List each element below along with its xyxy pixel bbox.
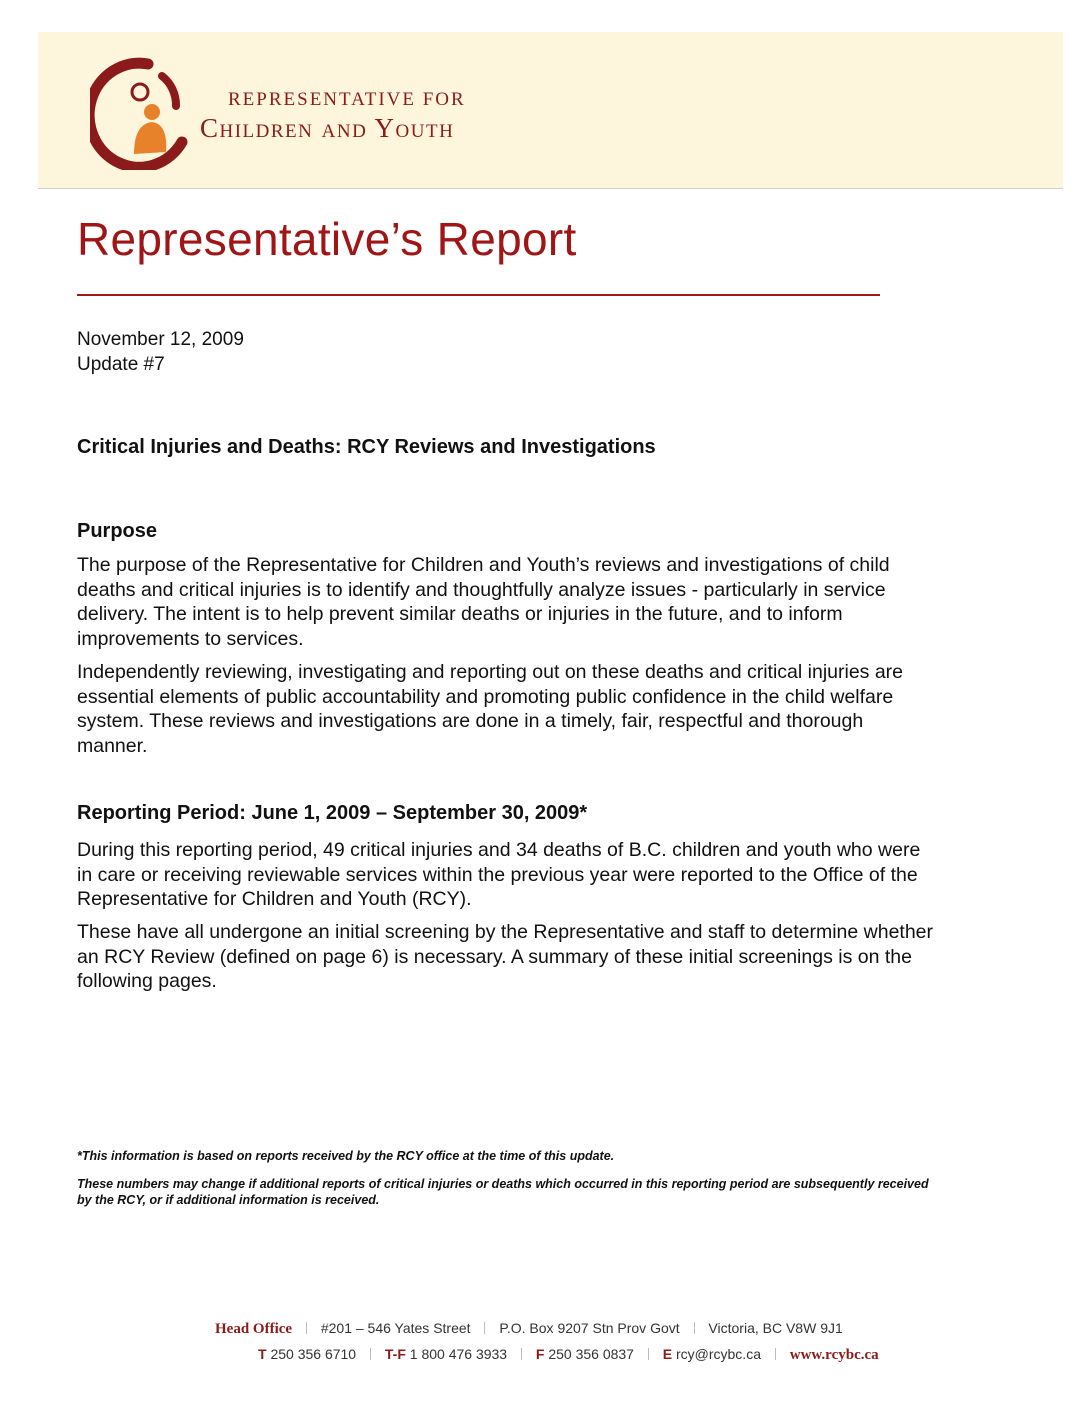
email-address[interactable]: rcy@rcybc.ca	[675, 1346, 761, 1362]
footer-separator	[648, 1348, 649, 1360]
org-name-line2: Children and Youth	[200, 113, 455, 143]
organization-name	[200, 88, 466, 144]
toll-free-label: T-F	[384, 1346, 406, 1362]
report-meta	[77, 327, 244, 377]
footnote-1: *This information is based on reports received by the RCY office at the time of this update.	[77, 1149, 615, 1163]
footer-separator	[484, 1322, 485, 1334]
reporting-period-paragraph-1: During this reporting period, 49 critical injuries and 34 deaths of B.C. children and youth who were in care or receiving reviewable services within the previous year were reported to the Office of the Representative for Children and Youth (RCY).	[77, 839, 921, 910]
title-divider	[77, 294, 880, 296]
purpose-heading: Purpose	[77, 520, 158, 542]
footer-separator	[694, 1322, 695, 1334]
rcy-logo-icon	[90, 54, 190, 170]
email-label: E	[662, 1346, 673, 1362]
footer-po-box: P.O. Box 9207 Stn Prov Govt	[499, 1320, 680, 1336]
fax-label: F	[535, 1346, 545, 1362]
fax-number: 250 356 0837	[548, 1346, 634, 1362]
purpose-paragraph-2: Independently reviewing, investigating and reporting out on these deaths and critical injuries are essential elements of public accountability and promoting public confidence in the child welfare system. These reviews and investigations are done in a timely, fair, respectful and thorough manner.	[77, 661, 904, 757]
footer-separator	[370, 1348, 371, 1360]
toll-free-number: 1 800 476 3933	[409, 1346, 508, 1362]
head-office-label: Head Office	[215, 1321, 293, 1337]
footnote-2: These numbers may change if additional reports of critical injuries or deaths which occurred in this reporting period are subsequently received by the RCY, or if additional information is received.	[77, 1177, 929, 1207]
report-title: Representative’s Report	[77, 213, 577, 265]
purpose-paragraph-1: The purpose of the Representative for Children and Youth’s reviews and investigations of child deaths and critical injuries is to identify and thoughtfully analyze issues - particularly in service delivery. The intent is to help prevent similar deaths or injuries in the future, and to inform improvements to services.	[77, 554, 890, 650]
footer-city: Victoria, BC V8W 9J1	[708, 1320, 843, 1336]
letterhead-band	[38, 32, 1063, 189]
footer-separator	[306, 1322, 307, 1334]
telephone-number: 250 356 6710	[270, 1346, 357, 1362]
footer-street-address: #201 – 546 Yates Street	[320, 1320, 471, 1336]
report-update-number: Update #7	[77, 354, 165, 375]
report-date: November 12, 2009	[77, 329, 244, 350]
footer-separator	[521, 1348, 522, 1360]
report-subtitle: Critical Injuries and Deaths: RCY Reviews and Investigations	[77, 436, 656, 458]
telephone-label: T	[258, 1346, 267, 1362]
reporting-period-paragraph-2: These have all undergone an initial screening by the Representative and staff to determine whether an RCY Review (defined on page 6) is necessary. A summary of these initial screenings is on the following pages.	[77, 921, 934, 992]
footer-separator	[775, 1348, 776, 1360]
reporting-period-heading: Reporting Period: June 1, 2009 – September 30, 2009*	[77, 802, 588, 824]
org-name-line1: REPRESENTATIVE FOR	[228, 89, 466, 110]
website-link[interactable]: www.rcybc.ca	[789, 1347, 879, 1363]
